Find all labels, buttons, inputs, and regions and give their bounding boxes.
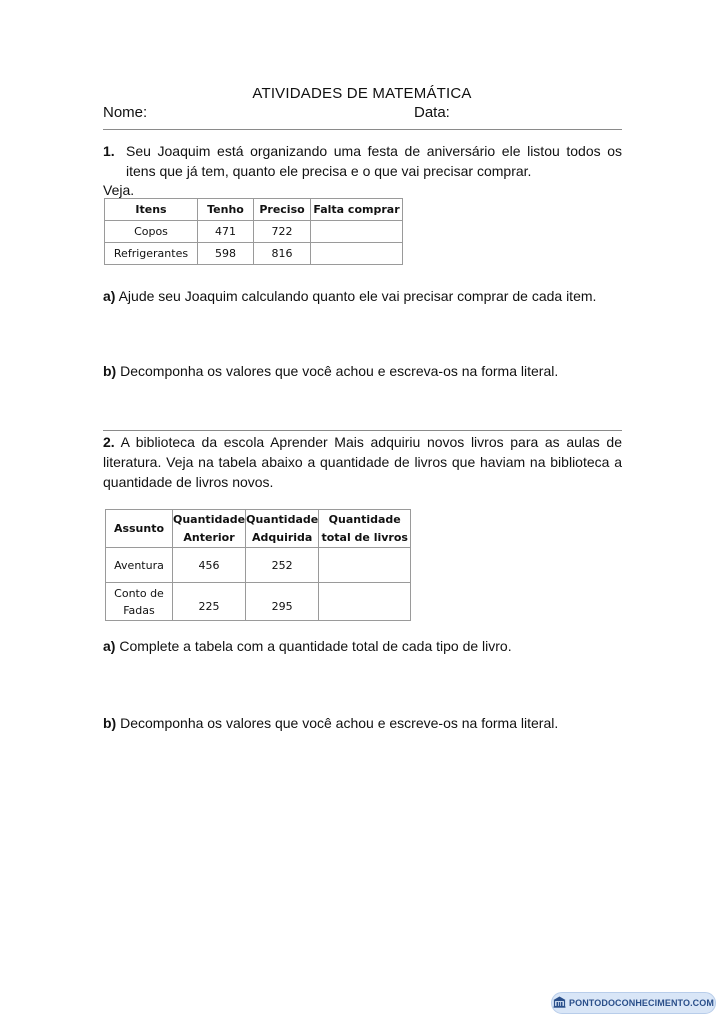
table-header-row	[105, 199, 403, 221]
answer-cell[interactable]	[319, 583, 411, 621]
question-1-table	[104, 198, 403, 265]
date-label: Data:	[414, 104, 450, 121]
question-1b: b) Decomponha os valores que você achou e escreva-os na forma literal.	[103, 363, 559, 379]
answer-cell[interactable]	[311, 221, 403, 243]
table-row	[105, 243, 403, 265]
table-row	[106, 548, 411, 583]
question-1-see: Veja.	[103, 182, 135, 198]
table-cell: Copos	[105, 221, 198, 243]
table-cell: 722	[254, 221, 311, 243]
table-header-cell: Quantidade Adquirida	[246, 510, 319, 548]
question-2-text: 2. A biblioteca da escola Aprender Mais adquiriu novos livros para as aulas de literatura. Veja na tabela abaixo a quantidade de livros que haviam na biblioteca a quantidade de livros novos.	[103, 434, 622, 490]
question-1-text: 1. Seu Joaquim está organizando uma festa de aniversário ele listou todos os itens que já tem, quanto ele precisa e o que vai precisar comprar.	[103, 143, 622, 179]
table-header-cell: Tenho	[198, 199, 254, 221]
table-cell: 456	[173, 548, 246, 583]
answer-cell[interactable]	[319, 548, 411, 583]
question-2-table	[105, 509, 411, 621]
table-header-cell: Quantidade total de livros	[319, 510, 411, 548]
header-divider	[103, 129, 622, 130]
table-cell: 252	[246, 548, 319, 583]
school-building-icon	[553, 996, 566, 1010]
table-cell: 225	[173, 583, 246, 621]
table-row	[106, 583, 411, 621]
name-label: Nome:	[103, 104, 148, 121]
table-header-cell: Falta comprar	[311, 199, 403, 221]
table-header-cell: Quantidade Anterior	[173, 510, 246, 548]
table-row	[105, 221, 403, 243]
table-header-cell: Itens	[105, 199, 198, 221]
table-cell: Aventura	[106, 548, 173, 583]
table-cell: 598	[198, 243, 254, 265]
table-cell: 471	[198, 221, 254, 243]
table-cell: 295	[246, 583, 319, 621]
table-header-cell: Preciso	[254, 199, 311, 221]
section-divider	[103, 430, 622, 431]
question-2-number: 2.	[103, 434, 115, 450]
question-2a: a) Complete a tabela com a quantidade total de cada tipo de livro.	[103, 638, 512, 654]
table-cell: 816	[254, 243, 311, 265]
answer-cell[interactable]	[311, 243, 403, 265]
page-title: ATIVIDADES DE MATEMÁTICA	[252, 85, 472, 102]
table-cell: Refrigerantes	[105, 243, 198, 265]
site-link-text: PONTODOCONHECIMENTO.COM	[569, 998, 714, 1008]
table-cell: Conto de Fadas	[106, 583, 173, 621]
table-header-row	[106, 510, 411, 548]
question-1a: a) Ajude seu Joaquim calculando quanto ele vai precisar comprar de cada item.	[103, 288, 597, 304]
table-header-cell: Assunto	[106, 510, 173, 548]
site-link[interactable]	[551, 992, 716, 1014]
question-1-number: 1.	[103, 143, 115, 159]
question-2b: b) Decomponha os valores que você achou e escreve-os na forma literal.	[103, 715, 559, 731]
